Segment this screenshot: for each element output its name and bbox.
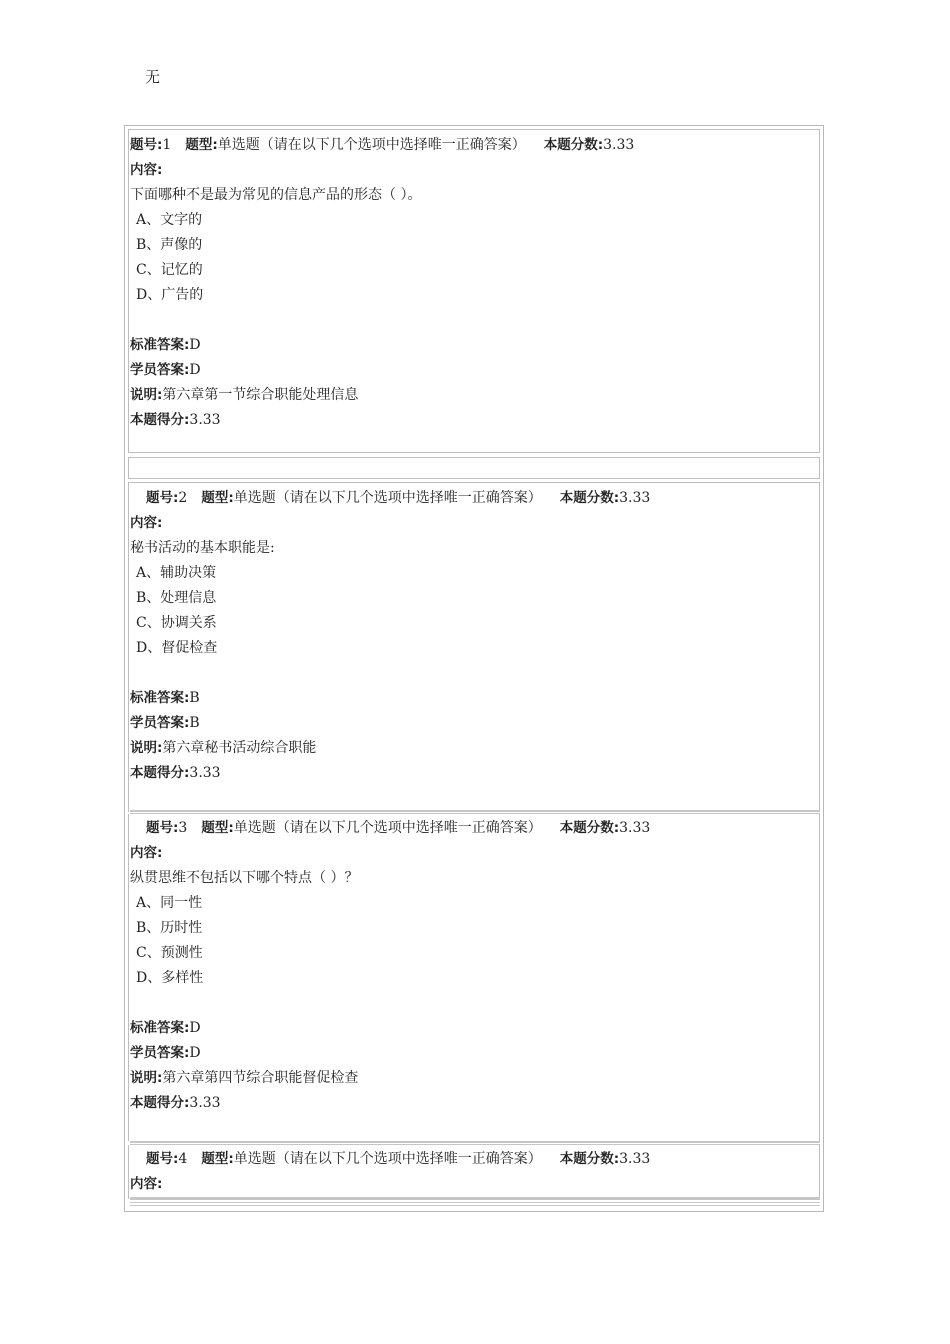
standard-answer-label: 标准答案: xyxy=(130,690,190,706)
question-list-frame xyxy=(124,125,824,1212)
explanation: 第六章第一节综合职能处理信息 xyxy=(162,387,359,403)
option-a: A、同一性 xyxy=(136,895,203,911)
question-1-box xyxy=(128,129,820,453)
type-label: 题型: xyxy=(185,137,218,153)
option-c: C、预测性 xyxy=(136,945,203,961)
standard-answer-row xyxy=(130,1018,201,1038)
type-label: 题型: xyxy=(201,490,234,506)
explanation: 第六章秘书活动综合职能 xyxy=(162,740,317,756)
question-content: 下面哪种不是最为常见的信息产品的形态（ ）。 xyxy=(130,187,422,203)
explanation-label: 说明: xyxy=(130,387,163,403)
student-answer-label: 学员答案: xyxy=(130,362,190,378)
question-3-header xyxy=(146,818,650,838)
earned-score: 3.33 xyxy=(189,765,221,781)
question-type: 单选题（请在以下几个选项中选择唯一正确答案） xyxy=(217,137,526,153)
option-c: C、记忆的 xyxy=(136,262,203,278)
option-c: C、协调关系 xyxy=(136,615,217,631)
standard-answer: D xyxy=(189,337,201,353)
question-content: 秘书活动的基本职能是: xyxy=(130,540,275,556)
explanation-row xyxy=(130,385,358,405)
standard-answer-label: 标准答案: xyxy=(130,1020,190,1036)
number-label: 题号: xyxy=(146,490,179,506)
earned-row xyxy=(130,410,221,430)
option-a: A、文字的 xyxy=(136,212,203,228)
type-label: 题型: xyxy=(201,1151,234,1167)
number-label: 题号: xyxy=(130,137,163,153)
double-divider xyxy=(130,1197,820,1203)
question-type: 单选题（请在以下几个选项中选择唯一正确答案） xyxy=(233,490,542,506)
question-number: 4 xyxy=(178,1151,188,1167)
student-answer-label: 学员答案: xyxy=(130,1045,190,1061)
score-label: 本题分数: xyxy=(559,490,620,506)
question-2-header xyxy=(146,488,650,508)
question-score: 3.33 xyxy=(619,1151,651,1167)
student-answer: D xyxy=(189,362,201,378)
question-score: 3.33 xyxy=(619,490,651,506)
earned-label: 本题得分: xyxy=(130,412,190,428)
question-score: 3.33 xyxy=(619,820,651,836)
option-d: D、督促检查 xyxy=(136,640,218,656)
earned-label: 本题得分: xyxy=(130,765,190,781)
explanation-label: 说明: xyxy=(130,740,163,756)
student-answer-label: 学员答案: xyxy=(130,715,190,731)
content-label: 内容: xyxy=(130,1176,163,1192)
content-label: 内容: xyxy=(130,845,163,861)
question-3-box xyxy=(128,814,820,1141)
bottom-divider xyxy=(130,1205,820,1207)
explanation-label: 说明: xyxy=(130,1070,163,1086)
standard-answer-row xyxy=(130,688,200,708)
type-label: 题型: xyxy=(201,820,234,836)
header-text: 无 xyxy=(145,68,161,86)
option-b: B、处理信息 xyxy=(136,590,217,606)
score-label: 本题分数: xyxy=(559,820,620,836)
question-1-header xyxy=(130,135,634,155)
question-2-box xyxy=(128,482,820,812)
explanation-row xyxy=(130,1068,358,1088)
option-d: D、多样性 xyxy=(136,970,204,986)
question-type: 单选题（请在以下几个选项中选择唯一正确答案） xyxy=(233,1151,542,1167)
student-answer: B xyxy=(189,715,200,731)
student-answer-row xyxy=(130,360,201,380)
standard-answer-label: 标准答案: xyxy=(130,337,190,353)
option-d: D、广告的 xyxy=(136,287,204,303)
student-answer-row xyxy=(130,1043,201,1063)
student-answer: D xyxy=(189,1045,201,1061)
question-number: 3 xyxy=(178,820,188,836)
student-answer-row xyxy=(130,713,200,733)
separator-box xyxy=(128,457,820,479)
explanation-row xyxy=(130,738,316,758)
earned-score: 3.33 xyxy=(189,1095,221,1111)
number-label: 题号: xyxy=(146,820,179,836)
standard-answer: D xyxy=(189,1020,201,1036)
earned-label: 本题得分: xyxy=(130,1095,190,1111)
option-b: B、历时性 xyxy=(136,920,203,936)
content-label: 内容: xyxy=(130,162,163,178)
earned-row xyxy=(130,763,221,783)
score-label: 本题分数: xyxy=(543,137,604,153)
option-a: A、辅助决策 xyxy=(136,565,217,581)
standard-answer-row xyxy=(130,335,201,355)
score-label: 本题分数: xyxy=(559,1151,620,1167)
number-label: 题号: xyxy=(146,1151,179,1167)
earned-score: 3.33 xyxy=(189,412,221,428)
question-4-header xyxy=(146,1149,650,1169)
question-type: 单选题（请在以下几个选项中选择唯一正确答案） xyxy=(233,820,542,836)
earned-row xyxy=(130,1093,221,1113)
question-score: 3.33 xyxy=(603,137,635,153)
content-label: 内容: xyxy=(130,515,163,531)
standard-answer: B xyxy=(189,690,200,706)
explanation: 第六章第四节综合职能督促检查 xyxy=(162,1070,359,1086)
question-number: 2 xyxy=(178,490,188,506)
option-b: B、声像的 xyxy=(136,237,203,253)
question-number: 1 xyxy=(162,137,172,153)
question-content: 纵贯思维不包括以下哪个特点（ ）？ xyxy=(130,870,359,886)
question-4-box xyxy=(128,1145,820,1199)
